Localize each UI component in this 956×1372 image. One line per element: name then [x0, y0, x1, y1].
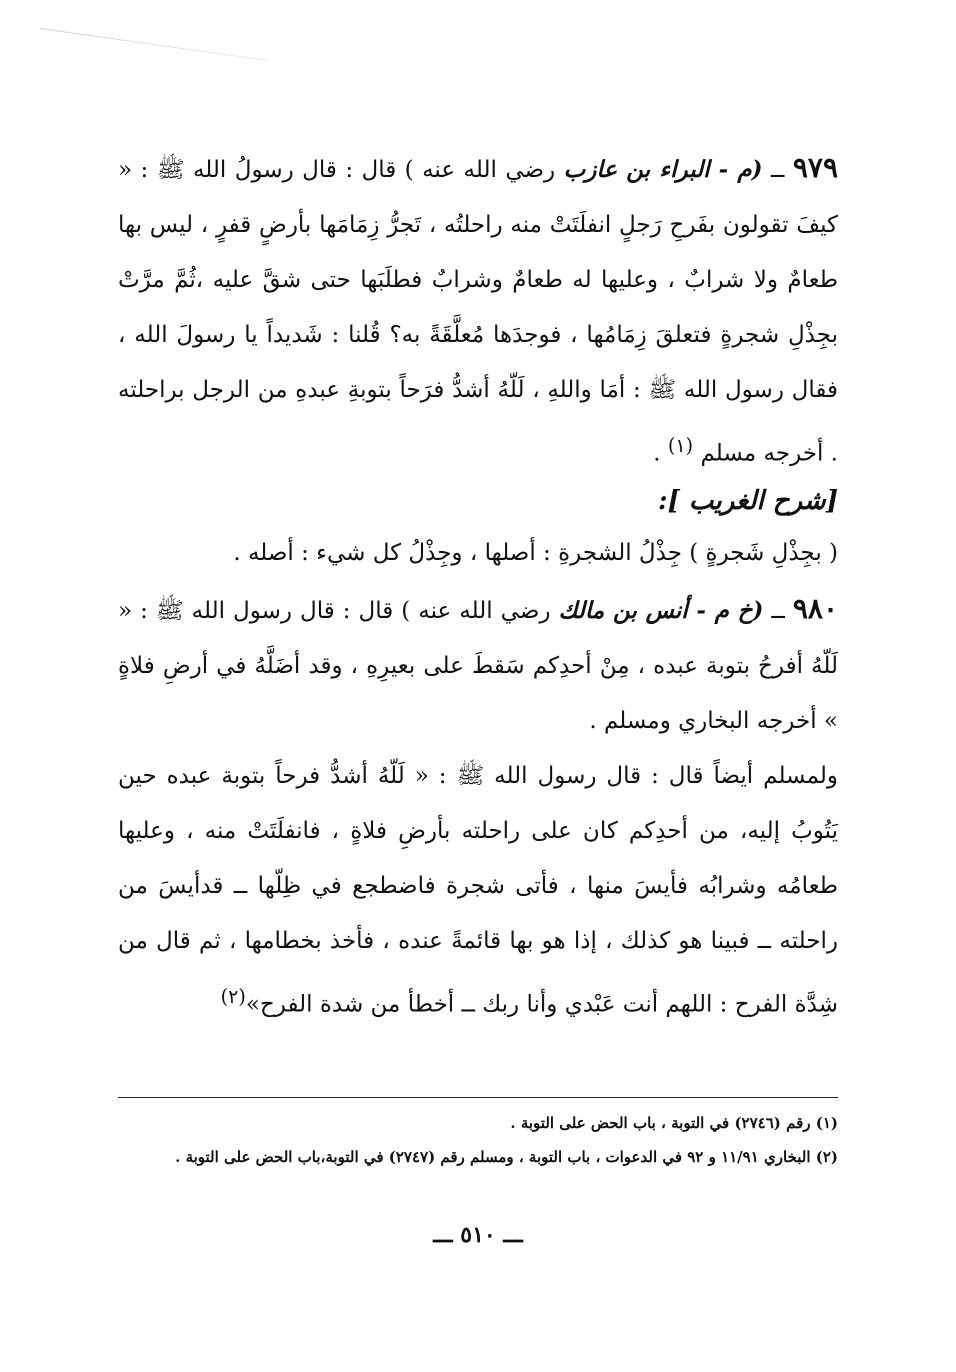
main-text: [118, 140, 838, 1032]
footnote-ref: (٢): [220, 984, 246, 1008]
dash: ــ: [762, 157, 785, 183]
muslim-addition: [118, 749, 838, 1033]
hadith-text: رضي الله عنه ) قال : قال رسول الله ﷺ : « لَلّهُ أفرحُ بتوبة عبده ، مِنْ أحدِكم سَقطَ على بعيرِهِ ، وقد أضَلَّهُ في أرضِ فلاةٍ » أخرجه البخاري ومسلم .: [118, 597, 838, 734]
footnote-ref: (١): [667, 434, 694, 457]
hadith-source: (خ م - أنس بن مالك: [558, 596, 764, 624]
hadith-number: ٩٨٠: [792, 591, 839, 625]
scan-artifact-line: [40, 28, 268, 61]
hadith-979: [118, 140, 838, 482]
dash: ــ: [763, 597, 785, 624]
footnotes: [118, 1106, 838, 1174]
gharib-gloss: ( بجِذْلِ شَجرةٍ ) جِذْلُ الشجرةِ : أصلها ، وجِذْلُ كل شيء : أصله .: [233, 539, 838, 566]
gharib-colon: :: [657, 485, 668, 516]
hadith-source: (م - البراء بن عازب: [563, 156, 763, 183]
muslim-addition-text: ولمسلم أيضاً قال : قال رسول الله ﷺ : « لَلّهُ أشدُّ فرحاً بتوبة عبده حين يَتُوبُ إليه، من أحدِكم كان على راحلته بأرضِ فلاةٍ ، فانفلَتَتْ منه ، وعليها طعامُه وشرابُه فأيسَ منها ، فأتى شجرة فاضطجع في ظِلّها ــ قدأيسَ من راحلته ــ فبينا هو كذلك ، إذا هو بها قائمةً عنده ، فأخذ بخطامها ، ثم قال من شِدَّة الفرح : اللهم أنت عَبْدي وأنا ربك ــ أخطأ من شدة الفرح»: [118, 762, 838, 1018]
footnote-2: (٢) البخاري ١١/٩١ و ٩٢ في الدعوات ، باب التوبة ، ومسلم رقم (٢٧٤٧) في التوبة،باب الحض على التوبة .: [175, 1148, 838, 1166]
gharib-heading: [شرح الغريب ]: [667, 485, 838, 516]
hadith-text: رضي الله عنه ) قال : قال رسولُ الله ﷺ : « كيفَ تقولون بفَرحِ رَجلٍ انفلَتَتْ منه راحلتُه ، تَجرُّ زِمَامَها بأرضٍ قفرٍ ، ليس بها طعامٌ ولا شرابٌ ، وعليها له طعامٌ وشرابٌ فطلَبَها حتى شقَّ عليه ،ثُمَّ مرَّتْ بجِذْلِ شجرةٍ فتعلقَ زِمَامُها ، فوجدَها مُعلَّقَةً به؟ قُلنا : شَديداً يا رسولَ الله ، فقال رسول الله ﷺ : أمَا واللهِ ، لَلّهُ أشدُّ فرَحاً بتوبةِ عبدهِ من الرجل براحلته . أخرجه مسلم: [118, 157, 838, 467]
page-number: ـــ ٥١٠ ـــ: [433, 1222, 523, 1248]
hadith-number: ٩٧٩: [792, 151, 839, 184]
footnote-1: (١) رقم (٢٧٤٦) في التوبة ، باب الحض على التوبة .: [510, 1114, 838, 1132]
hadith-end: .: [653, 440, 668, 467]
gharib-heading-row: [118, 482, 838, 522]
footnote-separator: [118, 1097, 838, 1098]
hadith-980: [118, 581, 838, 749]
